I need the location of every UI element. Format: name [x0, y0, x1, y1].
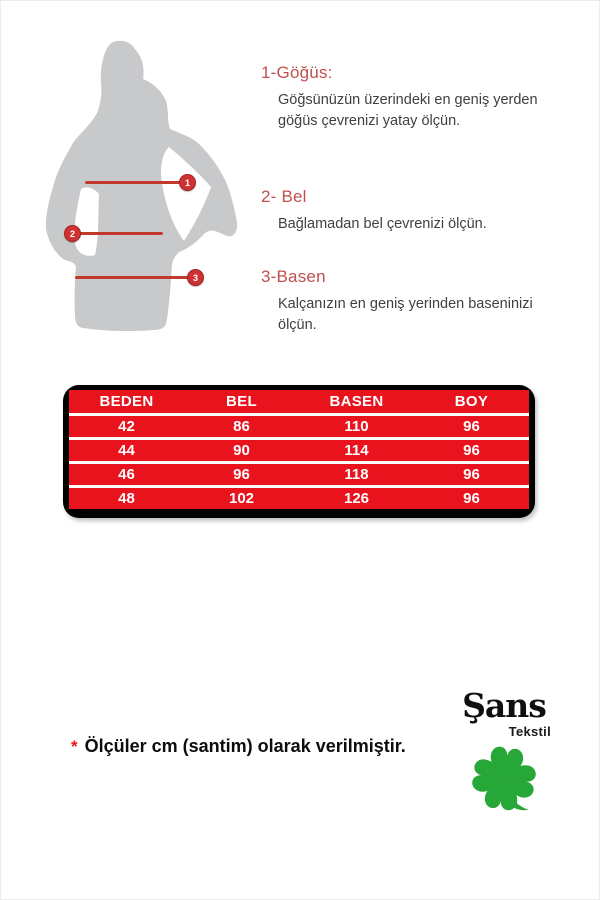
body-measurement-figure	[41, 39, 241, 349]
footnote-text: Ölçüler cm (santim) olarak verilmiştir.	[84, 736, 406, 756]
cell-basen: 110	[344, 418, 369, 435]
cell-bel: 102	[228, 490, 255, 507]
cell-boy: 96	[463, 490, 480, 507]
size-table-header-row	[69, 390, 529, 413]
size-table-body	[69, 390, 529, 509]
section-chest	[261, 63, 571, 132]
section-waist	[261, 187, 571, 235]
size-table	[63, 385, 535, 518]
marker-1-chest	[179, 174, 196, 191]
marker-1-label: 1	[184, 177, 190, 188]
cell-boy: 96	[463, 418, 480, 435]
cell-beden: 46	[118, 466, 135, 483]
cell-bel: 90	[233, 442, 250, 459]
footnote-asterisk: *	[71, 737, 78, 756]
table-row	[69, 464, 529, 485]
cell-basen: 118	[344, 466, 369, 483]
section-chest-heading: 1-Göğüs:	[261, 63, 333, 82]
marker-2-waist	[64, 225, 81, 242]
section-hip	[261, 267, 571, 336]
section-chest-body: Göğsünüzün üzerindeki en geniş yerden göğüs çevrenizi yatay ölçün.	[278, 92, 538, 130]
col-header-bel: BEL	[226, 393, 257, 410]
brand-name: Şans	[462, 686, 546, 725]
brand-logo	[449, 686, 559, 822]
cell-boy: 96	[463, 442, 480, 459]
section-waist-body: Bağlamadan bel çevrenizi ölçün.	[278, 216, 487, 232]
section-waist-heading: 2- Bel	[261, 187, 307, 206]
cell-beden: 48	[118, 490, 135, 507]
cell-beden: 42	[118, 418, 135, 435]
brand-subtitle: Tekstil	[508, 724, 551, 739]
units-footnote	[71, 736, 406, 757]
cell-basen: 126	[343, 490, 370, 507]
marker-3-hip	[187, 269, 204, 286]
col-header-boy: BOY	[454, 393, 489, 410]
cell-boy: 96	[463, 466, 480, 483]
chest-measure-line	[85, 181, 189, 184]
col-header-beden: BEDEN	[99, 393, 154, 410]
col-header-basen: BASEN	[329, 393, 384, 410]
table-row	[69, 416, 529, 437]
section-hip-body: Kalçanızın en geniş yerinden baseninizi ölçün.	[278, 296, 533, 334]
cell-beden: 44	[118, 442, 135, 459]
section-hip-heading: 3-Basen	[261, 267, 326, 286]
waist-measure-line	[73, 232, 163, 235]
marker-2-label: 2	[69, 228, 75, 239]
cell-bel: 96	[233, 466, 250, 483]
cell-bel: 86	[233, 418, 250, 435]
clover-icon	[465, 743, 543, 817]
marker-3-label: 3	[192, 272, 198, 283]
hip-measure-line	[75, 276, 196, 279]
table-row	[69, 440, 529, 461]
female-silhouette-graphic	[41, 39, 241, 349]
table-row	[69, 488, 529, 509]
cell-basen: 114	[344, 442, 369, 459]
